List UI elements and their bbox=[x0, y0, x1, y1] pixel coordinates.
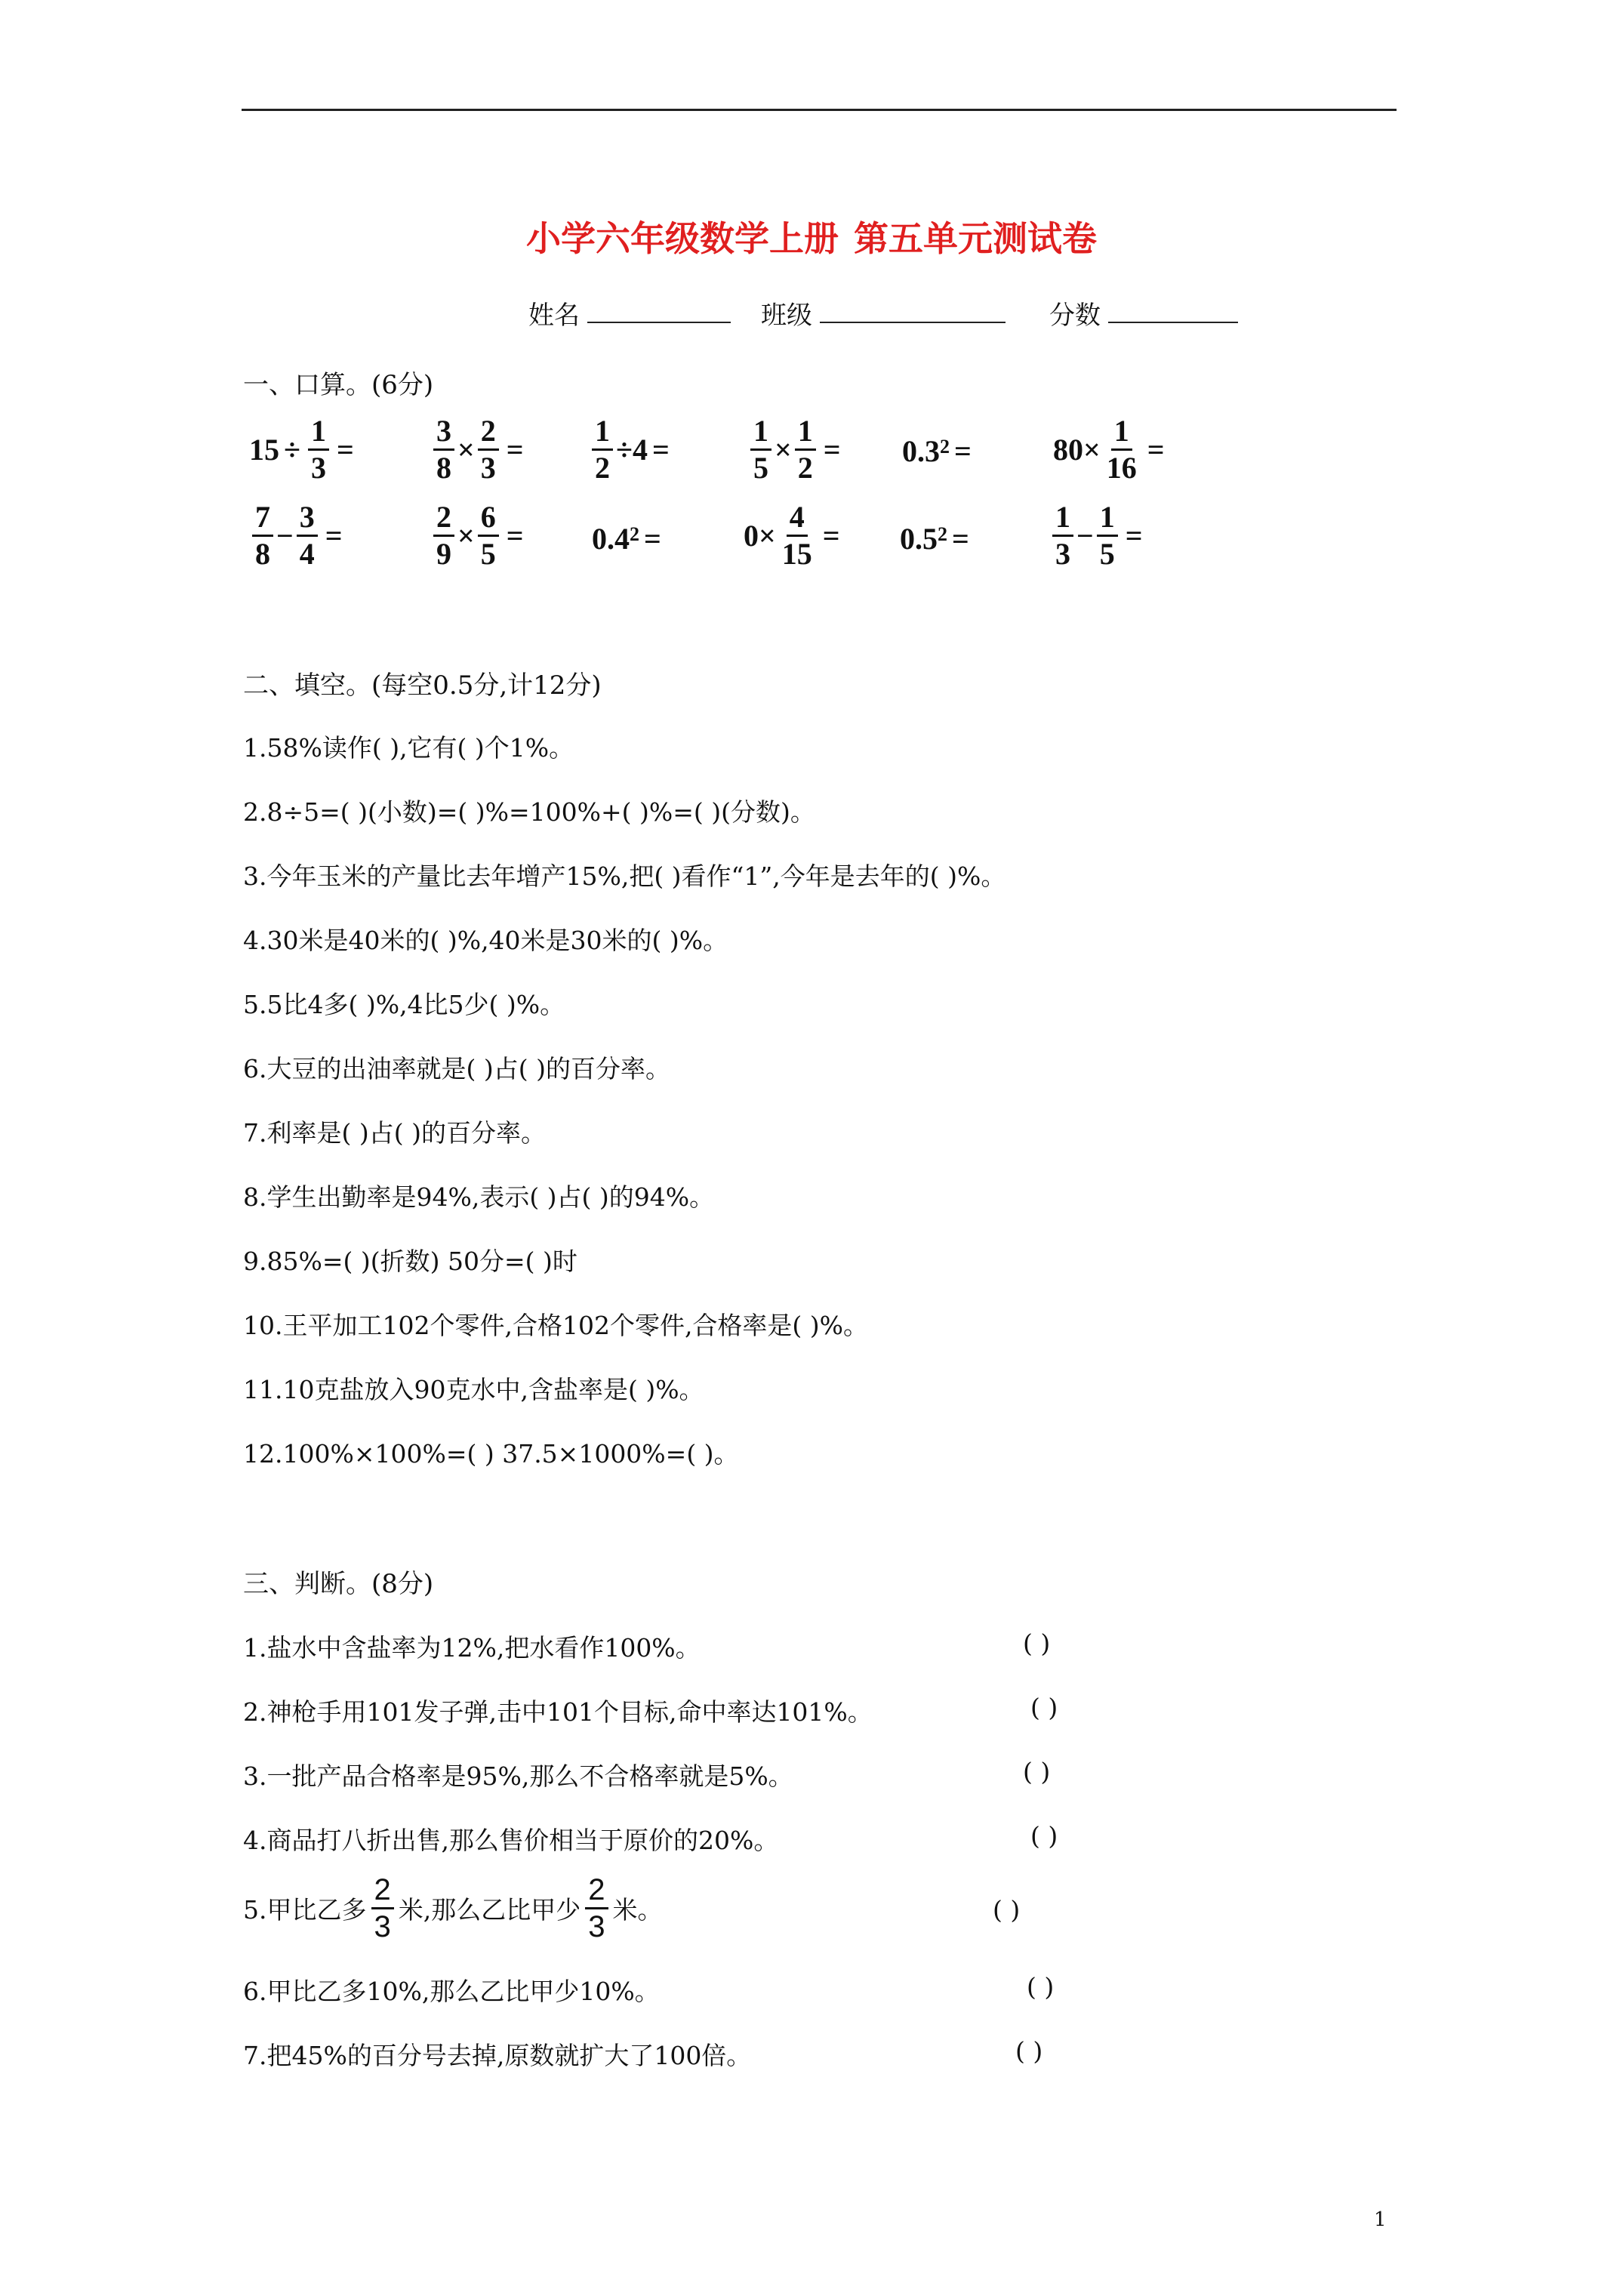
calc-1-5: 0.3 $^2$ = bbox=[902, 434, 972, 468]
judge-item-4: 4.商品打八折出售,那么售价相当于原价的20%。 bbox=[243, 1826, 779, 1855]
calc-1-6: 80 × $\frac{1}{16}$ = bbox=[1053, 414, 1165, 485]
judge-item-5: 5.甲比乙多 $\frac{2}{3}$ 米,那么乙比甲少 $\frac{2}{3}$ 米。 bbox=[243, 1873, 663, 1943]
judge-item-1: 1.盐水中含盐率为12%,把水看作100%。 bbox=[243, 1633, 701, 1663]
calc-2-6: $\frac{1}{3}$ − $\frac{1}{5}$ = bbox=[1049, 500, 1147, 572]
calc-2-4: 0 × $\frac{4}{15}$ = bbox=[744, 500, 840, 571]
section1-heading: 一、口算。(6分) bbox=[243, 370, 434, 400]
class-blank[interactable] bbox=[820, 294, 1006, 323]
judge-answer-1[interactable]: ( ) bbox=[1023, 1629, 1051, 1658]
title-part-2: 第五单元测试卷 bbox=[854, 218, 1097, 259]
judge-answer-7[interactable]: ( ) bbox=[1015, 2036, 1043, 2066]
fill-item-5: 5.5比4多( )%,4比5少( )%。 bbox=[243, 990, 565, 1019]
score-blank[interactable] bbox=[1108, 294, 1238, 323]
calc-2-5: 0.5 $^2$ = bbox=[900, 522, 969, 556]
fill-item-7: 7.利率是( )占( )的百分率。 bbox=[243, 1118, 546, 1148]
fill-item-2: 2.8÷5=( )(小数)=( )%=100%+( )%=( )(分数)。 bbox=[243, 797, 815, 827]
fill-item-12: 12.100%×100%=( ) 37.5×1000%=( )。 bbox=[243, 1439, 739, 1469]
fill-item-6: 6.大豆的出油率就是( )占( )的百分率。 bbox=[243, 1054, 670, 1083]
judge-item-6: 6.甲比乙多10%,那么乙比甲少10%。 bbox=[243, 1977, 660, 2006]
judge-item-7: 7.把45%的百分号去掉,原数就扩大了100倍。 bbox=[243, 2041, 752, 2070]
judge-answer-3[interactable]: ( ) bbox=[1023, 1757, 1051, 1786]
fill-item-10: 10.王平加工102个零件,合格102个零件,合格率是( )%。 bbox=[243, 1311, 869, 1340]
fill-item-3: 3.今年玉米的产量比去年增产15%,把( )看作“1”,今年是去年的( )%。 bbox=[243, 861, 1006, 891]
fill-item-8: 8.学生出勤率是94%,表示( )占( )的94%。 bbox=[243, 1182, 715, 1212]
calc-1-1: 15 ÷ $\frac{1}{3}$ = bbox=[249, 414, 354, 485]
header-rule bbox=[242, 109, 1397, 111]
judge-answer-2[interactable]: ( ) bbox=[1030, 1693, 1058, 1722]
fill-item-11: 11.10克盐放入90克水中,含盐率是( )%。 bbox=[243, 1375, 704, 1404]
calc-1-4: $\frac{1}{5}$ × $\frac{1}{2}$ = bbox=[747, 414, 845, 485]
fill-item-1: 1.58%读作( ),它有( )个1%。 bbox=[243, 733, 574, 763]
calc-1-2: $\frac{3}{8}$ × $\frac{2}{3}$ = bbox=[430, 414, 528, 485]
calc-2-2: $\frac{2}{9}$ × $\frac{6}{5}$ = bbox=[430, 500, 528, 572]
page-title bbox=[0, 211, 1623, 261]
name-label: 姓名 bbox=[528, 300, 580, 331]
judge-answer-6[interactable]: ( ) bbox=[1027, 1972, 1055, 2002]
score-label: 分数 bbox=[1049, 300, 1101, 331]
fill-item-4: 4.30米是40米的( )%,40米是30米的( )%。 bbox=[243, 926, 728, 955]
judge-answer-5[interactable]: ( ) bbox=[993, 1895, 1021, 1925]
title-part-1: 小学六年级数学上册 bbox=[526, 218, 839, 259]
class-label: 班级 bbox=[761, 300, 812, 331]
calc-2-3: 0.4 $^2$ = bbox=[592, 522, 661, 556]
calc-1-3: $\frac{1}{2}$ ÷ 4 = bbox=[589, 414, 674, 485]
page-number: 1 bbox=[1374, 2208, 1387, 2231]
calc-2-1: $\frac{7}{8}$ − $\frac{3}{4}$ = bbox=[249, 500, 347, 572]
section2-heading: 二、填空。(每空0.5分,计12分) bbox=[243, 670, 602, 701]
name-blank[interactable] bbox=[587, 294, 731, 323]
judge-item-2: 2.神枪手用101发子弹,击中101个目标,命中率达101%。 bbox=[243, 1697, 873, 1727]
judge-answer-4[interactable]: ( ) bbox=[1030, 1821, 1058, 1851]
fill-item-9: 9.85%=( )(折数) 50分=( )时 bbox=[243, 1247, 577, 1276]
section3-heading: 三、判断。(8分) bbox=[243, 1569, 434, 1599]
judge-item-3: 3.一批产品合格率是95%,那么不合格率就是5%。 bbox=[243, 1761, 793, 1791]
